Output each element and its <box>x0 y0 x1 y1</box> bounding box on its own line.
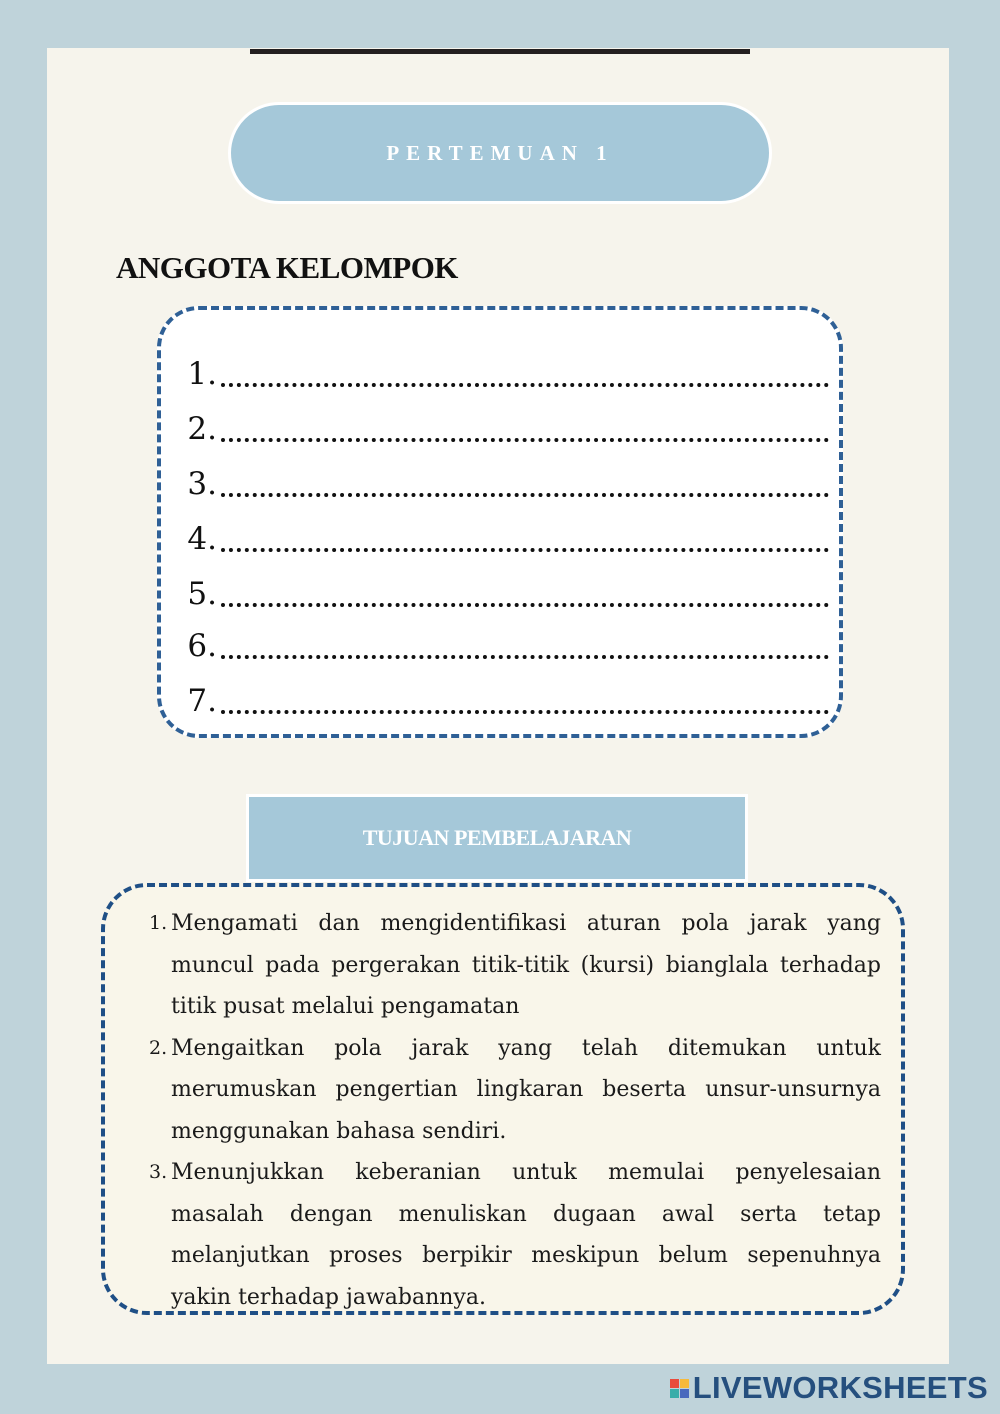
member-blank[interactable] <box>221 493 829 497</box>
objective-number: 3. <box>149 1161 168 1183</box>
top-divider <box>250 49 750 54</box>
member-line-5[interactable] <box>179 570 829 610</box>
member-number: 6. <box>187 628 217 664</box>
objective-text: Mengaitkan pola jarak yang telah ditemukan untuk merumuskan pengertian lingkaran beserta unsur-unsurnya menggunakan bahasa sendiri. <box>171 1035 881 1144</box>
member-number: 5. <box>187 576 217 612</box>
objective-item <box>149 903 881 1028</box>
objective-number: 2. <box>149 1036 168 1059</box>
member-line-6[interactable] <box>179 622 829 662</box>
members-box <box>157 306 843 738</box>
member-line-1[interactable] <box>179 350 829 390</box>
member-blank[interactable] <box>221 438 829 442</box>
meeting-label: PERTEMUAN 1 <box>386 140 614 165</box>
objectives-box <box>101 883 905 1315</box>
member-line-2[interactable] <box>179 405 829 445</box>
member-blank[interactable] <box>221 548 829 552</box>
member-blank[interactable] <box>221 603 829 607</box>
brand-name: LIVEWORKSHEETS <box>692 1370 988 1405</box>
member-number: 1. <box>187 356 217 392</box>
member-line-4[interactable] <box>179 515 829 555</box>
liveworksheets-brand[interactable] <box>670 1370 988 1406</box>
objective-number: 1. <box>149 912 168 934</box>
member-line-7[interactable] <box>179 677 829 717</box>
logo-square-1 <box>670 1379 679 1388</box>
member-number: 2. <box>187 411 217 447</box>
objective-item <box>149 1028 881 1153</box>
objective-text: Mengamati dan mengidentifikasi aturan pola jarak yang muncul pada pergerakan titik-titik (kursi) bianglala terhadap titik pusat melalui pengamatan <box>171 911 881 1019</box>
objective-text: Menunjukkan keberanian untuk memulai penyelesaian masalah dengan menuliskan dugaan awal serta tetap melanjutkan proses berpikir meskipun belum sepenuhnya yakin terhadap jawabannya. <box>171 1160 881 1310</box>
members-heading: ANGGOTA KELOMPOK <box>116 250 458 285</box>
member-number: 3. <box>187 466 217 502</box>
objectives-list <box>149 903 881 1318</box>
liveworksheets-logo-icon <box>670 1379 689 1398</box>
member-blank[interactable] <box>221 710 829 714</box>
logo-square-4 <box>680 1389 689 1398</box>
logo-square-2 <box>680 1379 689 1388</box>
member-blank[interactable] <box>221 655 829 659</box>
logo-square-3 <box>670 1389 679 1398</box>
objectives-title: TUJUAN PEMBELAJARAN <box>362 825 632 850</box>
member-number: 4. <box>187 521 217 557</box>
meeting-pill <box>228 102 772 204</box>
member-number: 7. <box>187 683 217 719</box>
objective-item <box>149 1152 881 1318</box>
objectives-banner <box>246 794 748 882</box>
member-line-3[interactable] <box>179 460 829 500</box>
member-blank[interactable] <box>221 383 829 387</box>
